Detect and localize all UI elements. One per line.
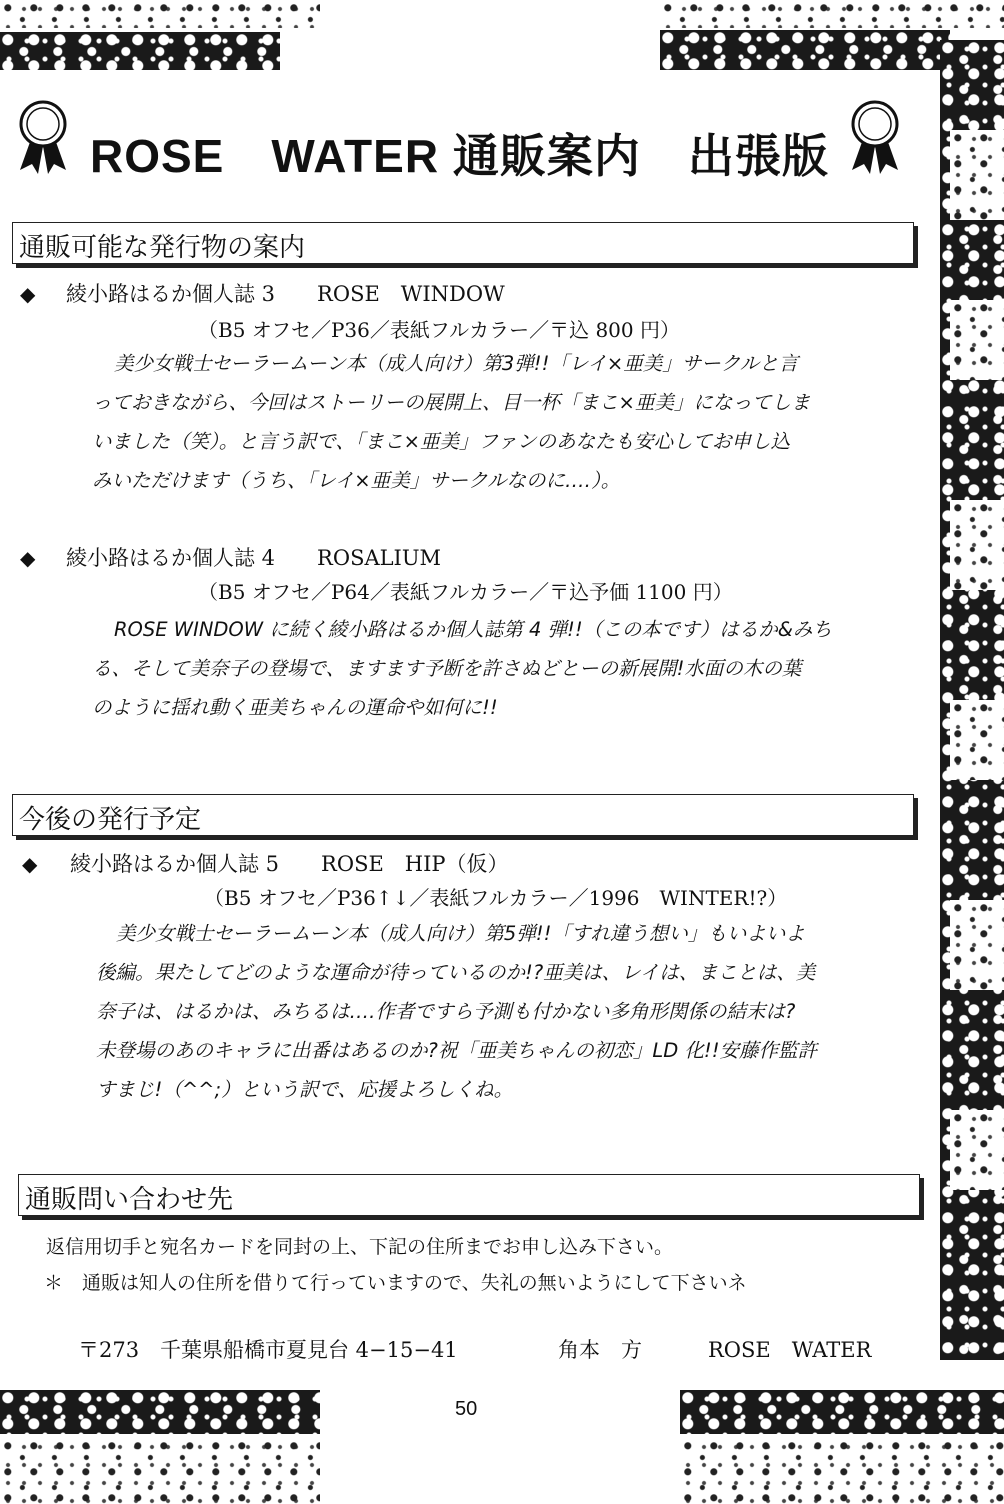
diamond-icon: ◆ [22, 852, 38, 876]
page-title: ROSE WATER 通販案内 出張版 [90, 130, 829, 182]
section-heading: 今後の発行予定 [19, 805, 202, 835]
decorative-border-right-column-light-5 [950, 900, 1004, 990]
section-header-upcoming [12, 794, 914, 836]
decorative-border-top-right-dark [660, 30, 950, 70]
rosette-ribbon-icon [844, 96, 906, 176]
diamond-icon: ◆ [20, 282, 36, 306]
diamond-icon: ◆ [20, 546, 36, 570]
circle-name: ROSE WATER [708, 1338, 872, 1362]
decorative-border-right-column-light-6 [950, 1110, 1004, 1190]
section-heading: 通販可能な発行物の案内 [19, 233, 306, 263]
item-title: 綾小路はるか個人誌 5 ROSE HIP（仮） [70, 852, 509, 876]
decorative-border-right-column-light-1 [950, 130, 1004, 220]
decorative-border-top-left-dark [0, 32, 280, 70]
postal-code: 〒273 [78, 1338, 140, 1362]
item-description: 美少女戦士セーラームーン本（成人向け）第3弾!!「レイ×亜美」サークルと言 っておきながら、今回はストーリーの展開上、目一杯「まこ×亜美」になってしま いました（笑）。と言う訳で、「まこ×亜美」ファンのあなたも安心してお申し込 みいただけます（うち、「レイ×亜美」サークルなのに‥‥）。 [92, 352, 811, 492]
item-spec: （B5 オフセ／P36／表紙フルカラー／〒込 800 円） [198, 318, 680, 342]
item-description: ROSE WINDOW に続く綾小路はるか個人誌第 4 弾!!（この本です）はるか&みち る、そして美奈子の登場で、ますます予断を許さぬどとーの新展開!水面の木の葉 のように揺れ動く亜美ちゃんの運命や如何に!! [92, 618, 832, 719]
section-header-available [12, 222, 914, 264]
decorative-border-right-column-light-2 [950, 300, 1004, 380]
contact-instruction: 返信用切手と宛名カードを同封の上、下記の住所までお申し込み下さい。 [46, 1236, 674, 1258]
decorative-border-top-right [660, 0, 1004, 28]
recipient-name: 角本 方 [558, 1338, 642, 1362]
section-heading: 通販問い合わせ先 [25, 1185, 234, 1215]
item-description: 美少女戦士セーラームーン本（成人向け）第5弾!!「すれ違う想い」もいよいよ 後編。果たしてどのような運命が待っているのか!?亜美は、レイは、まことは、美 奈子は、はるかは、みちるは‥‥作者ですら予測も付かない多角形関係の結末は? 未登場のあのキャラに出番はあるのか?祝「亜美ちゃんの初恋」LD 化!!安藤作監許 すまじ!（^^;）という訳で、応援よろしくね。 [96, 922, 818, 1101]
rosette-ribbon-icon [12, 96, 74, 176]
item-spec: （B5 オフセ／P64／表紙フルカラー／〒込予価 1100 円） [198, 580, 733, 604]
decorative-border-right-column-light-4 [950, 700, 1004, 780]
decorative-border-top-left [0, 0, 320, 28]
mailing-address [78, 1334, 898, 1478]
decorative-border-right-column-light-3 [950, 500, 1004, 590]
page-number: 50 [455, 1398, 478, 1420]
item-spec: （B5 オフセ／P36↑↓／表紙フルカラー／1996 WINTER!?） [204, 886, 788, 910]
item-title: 綾小路はるか個人誌 3 ROSE WINDOW [66, 282, 505, 306]
item-title: 綾小路はるか個人誌 4 ROSALIUM [66, 546, 442, 570]
contact-note: ＊ 通販は知人の住所を借りて行っていますので、失礼の無いようにして下さいネ [44, 1272, 747, 1294]
street-address: 千葉県船橋市夏見台 4−15−41 [160, 1338, 458, 1362]
section-header-contact [18, 1174, 920, 1216]
